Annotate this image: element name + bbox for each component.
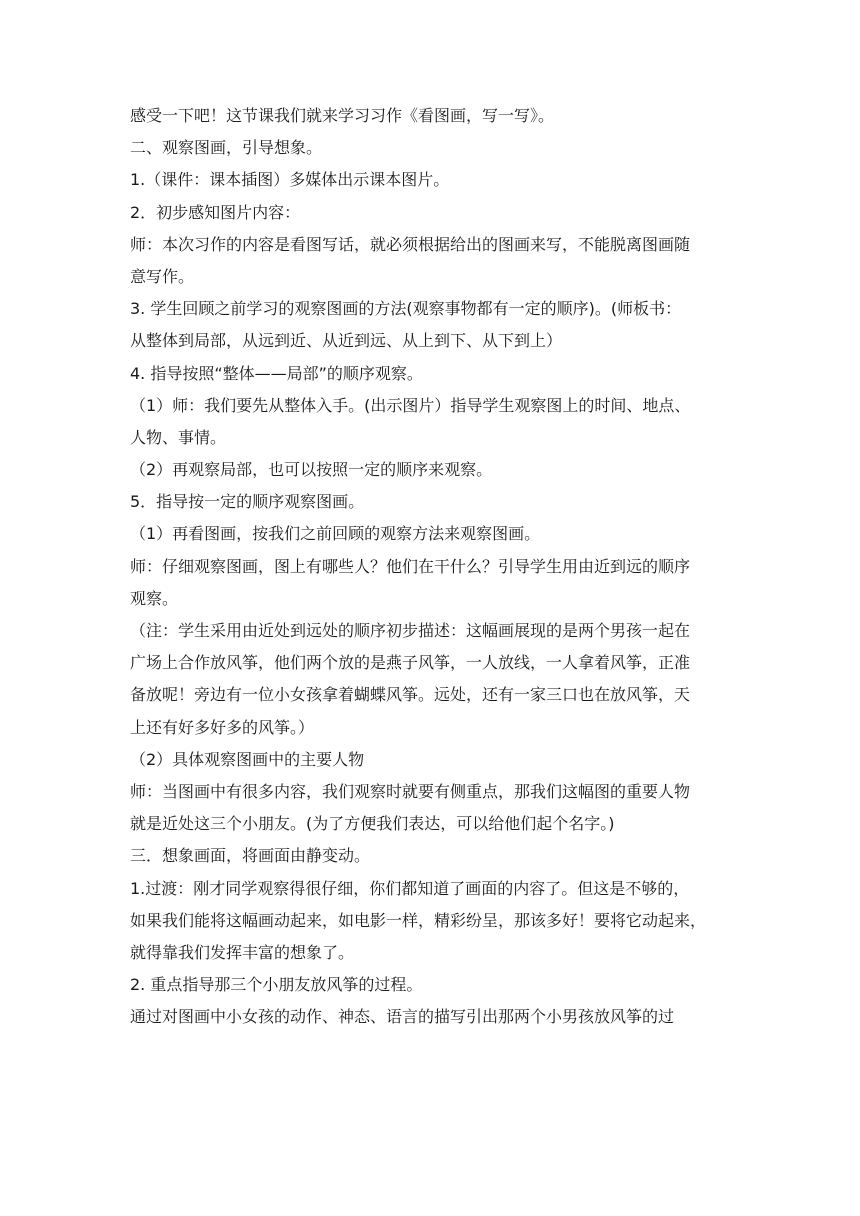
- text-line: 感受一下吧！这节课我们就来学习习作《看图画，写一写》。: [130, 107, 555, 124]
- document-body: [130, 107, 740, 1040]
- text-line: （2）再观察局部，也可以按照一定的顺序来观察。: [130, 461, 493, 479]
- text-line: 备放呢！旁边有一位小女孩拿着蝴蝶风筝。远处，还有一家三口也在放风筝，天: [130, 686, 691, 704]
- text-line: 2．初步感知图片内容：: [130, 203, 301, 221]
- text-line: 人物、事情。: [130, 428, 227, 446]
- text-line: （2）具体观察图画中的主要人物: [130, 750, 365, 768]
- text-line: 1.过渡：刚才同学观察得很仔细，你们都知道了画面的内容了。但这是不够的，: [130, 879, 690, 897]
- text-line: 就是近处这三个小朋友。(为了方便我们表达，可以给他们起个名字。): [130, 815, 615, 833]
- text-line: 4. 指导按照“整体——局部”的顺序观察。: [130, 364, 423, 382]
- text-line: 师：本次习作的内容是看图写话，就必须根据给出的图画来写，不能脱离图画随: [130, 235, 691, 253]
- text-line: 观察。: [130, 589, 179, 607]
- text-line: （注：学生采用由近处到远处的顺序初步描述：这幅画展现的是两个男孩一起在: [130, 622, 691, 639]
- text-line: 上还有好多好多的风筝。）: [130, 718, 315, 736]
- text-line: 3. 学生回顾之前学习的观察图画的方法(观察事物都有一定的顺序)。(师板书：: [130, 300, 682, 318]
- text-line: 师：当图画中有很多内容，我们观察时就要有侧重点，那我们这幅图的重要人物: [130, 782, 691, 800]
- text-line: 就得靠我们发挥丰富的想象了。: [130, 943, 355, 961]
- section-heading: 二、观察图画，引导想象。: [130, 139, 323, 157]
- text-line: 1.（课件：课本插图）多媒体出示课本图片。: [130, 171, 450, 189]
- text-line: 广场上合作放风筝，他们两个放的是燕子风筝，一人放线，一人拿着风筝，正准: [130, 654, 691, 672]
- text-line: （1）再看图画，按我们之前回顾的观察方法来观察图画。: [130, 525, 541, 543]
- text-line: 师：仔细观察图画，图上有哪些人？他们在干什么？引导学生用由近到远的顺序: [130, 557, 691, 575]
- text-line: （1）师：我们要先从整体入手。(出示图片）指导学生观察图上的时间、地点、: [130, 396, 691, 414]
- text-line: 从整体到局部，从远到近、从近到远、从上到下、从下到上）: [130, 332, 563, 350]
- text-line: 如果我们能将这幅画动起来，如电影一样，精彩纷呈，那该多好！要将它动起来，: [130, 911, 707, 929]
- text-line: 5．指导按一定的顺序观察图画。: [130, 493, 365, 511]
- text-line: 通过对图画中小女孩的动作、神态、语言的描写引出那两个小男孩放风筝的过: [130, 1008, 675, 1026]
- text-line: 2. 重点指导那三个小朋友放风筝的过程。: [130, 976, 423, 994]
- section-heading: 三．想象画面，将画面由静变动。: [130, 847, 371, 865]
- text-line: 意写作。: [130, 267, 195, 285]
